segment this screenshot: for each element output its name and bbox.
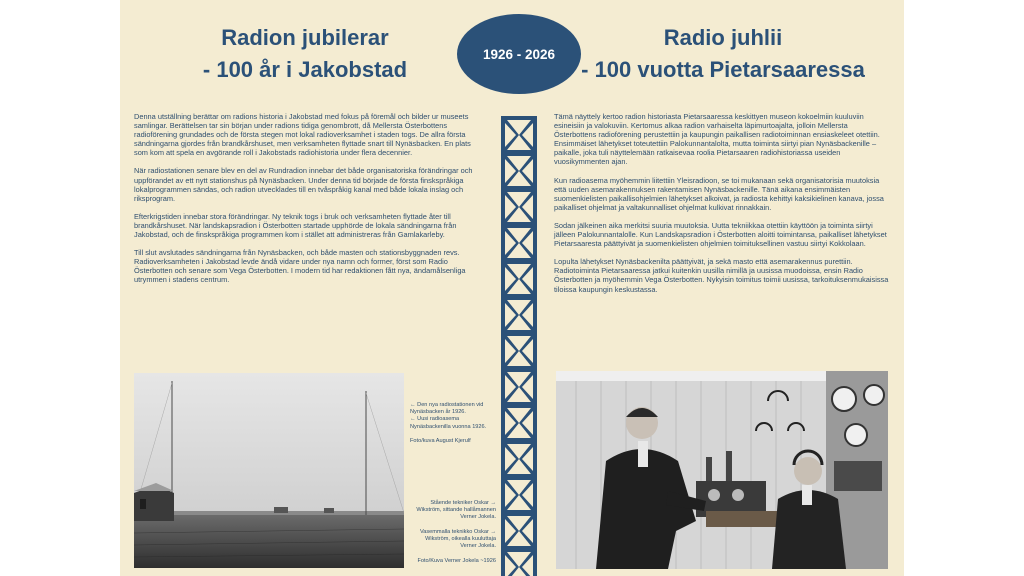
- radio-mast-lattice-icon: [499, 116, 539, 576]
- finnish-paragraph: Sodan jälkeinen aika merkitsi suuria muutoksia. Uutta tekniikkaa otettiin käyttöön ja toiminta siirtyi jälleen Palokunnantalolle. Kun Landskapsradion i Österbotten aloitti toimintansa, paikalliset lähetykset Pietarsaaresta päättyivät ja suomenkielisten ohjelmien toimituksellinen vastuu siirtyi Kokkolaan.: [554, 220, 887, 249]
- swedish-paragraph: När radiostationen senare blev en del av Rundradion innebar det både organisatoriska förändringar och uppförandet av ett nytt stationshus på Nynäsbacken. Under denna tid började de första finskspråkiga lokalprogrammen sändas, och radion utvecklades till en tvåspråkig kanal med både lokala inslag och riksprogram.: [134, 166, 473, 203]
- title-swedish: Radion jubilerar - 100 år i Jakobstad: [202, 25, 408, 82]
- caption-studio-photo: Stående tekniker Oskar → Wikström, sittande hallåmannen Verner Jokela. Vasemmalla teknikko Oskar → Wikström, oikealla kuuluttaja Verner Jokela. Foto/Kuva Verner Jokela ~1926: [416, 500, 496, 564]
- swedish-paragraph: Denna utställning berättar om radions historia i Jakobstad med fokus på föremål och bilder ur museets samlingar. Berättelsen tar sin början under radions tidiga genombrott, då Mellersta Österbottens radioförening grundades och de första stegen mot lokal radioverksamhet i staden togs. De allra första sändningarna gjordes från brandkårshuset, men verksamheten flyttade snart till Nynäsbacken. En plats som kom att spela en avgörande roll i Jakobstads radiohistoria under flera decennier.: [134, 112, 471, 158]
- swedish-text: [134, 112, 474, 294]
- exhibition-poster: [120, 0, 904, 576]
- finnish-paragraph: Lopulta lähetykset Nynäsbackenilta päättyivät, ja sekä masto että asemarakennus purettiin. Radiotoiminta Pietarsaaressa jatkui kuitenkin uusilla nimillä ja uusissa muodoissa, ensin Radio Österbotten ja myöhemmin Vega Österbotten. Nykyisin toimitus toimii uusissa, tarkoituksenmukaisissa tiloissa kaupungin keskustassa.: [554, 257, 889, 294]
- swedish-paragraph: Efterkrigstiden innebar stora förändringar. Ny teknik togs i bruk och verksamheten flyttade åter till brandkårshuset. När landskapsradion i Österbotten startade upphörde de lokala sändningarna från Jakobstad, och de finskspråkiga programmen kom i stället att administreras från Gamlakarleby.: [134, 211, 457, 240]
- title-finnish: Radio juhlii - 100 vuotta Pietarsaaressa: [581, 25, 865, 82]
- radio-studio-men-photo: [556, 371, 888, 569]
- swedish-paragraph: Till slut avslutades sändningarna från Nynäsbacken, och både masten och stationsbyggnaden revs. Radioverksamheten i Jakobstad levde ändå vidare under nya namn och former, först som Radio Österbotten och senare som Vega Österbotten. I modern tid har redaktionen fått nya, ändamålsenliga utrymmen i stadens centrum.: [134, 248, 466, 285]
- radio-station-field-photo: [134, 373, 404, 568]
- year-badge-label: 1926 - 2026: [482, 46, 556, 62]
- finnish-text: [554, 112, 892, 303]
- caption-station-photo: ← Den nya radiostationen vid Nynäsbacken år 1926. ← Uusi radioasema Nynäsbackenilla vuonna 1926. Foto/kuva August Kjerulf: [410, 402, 487, 445]
- finnish-paragraph: Kun radioasema myöhemmin liitettiin Yleisradioon, se toi mukanaan sekä organisatorisia muutoksia että uuden asemarakennuksen rakentamisen Nynäsbackenille. Tänä aikana ensimmäisten suomenkielisten paikallisohjelmien lähetykset alkoivat, ja radiosta kehittyi kaksikielinen kanava, jossa paikalliset ohjelmat ja valtakunnalliset ohjelmat kulkivat rinnakkain.: [554, 175, 884, 212]
- finnish-paragraph: Tämä näyttely kertoo radion historiasta Pietarsaaressa keskittyen museon kokoelmiin kuuluviin esineisiin ja valokuviin. Kertomus alkaa radion varhaiselta läpimurtoajalta, jolloin Mellersta Österbottens radioförening perustettiin ja kaupungin paikallisen radiotoiminnan ensiaskeleet otettiin. Ensimmäiset lähetykset toteutettiin Palokunnantalolta, mutta toiminta siirtyi pian Nynäsbackenille – paikalle, joka tuli näyttelemään ratkaisevaa roolia Pietarsaaren radiohistoriassa useiden vuosikymmenten ajan.: [554, 112, 880, 167]
- year-badge: [457, 14, 581, 94]
